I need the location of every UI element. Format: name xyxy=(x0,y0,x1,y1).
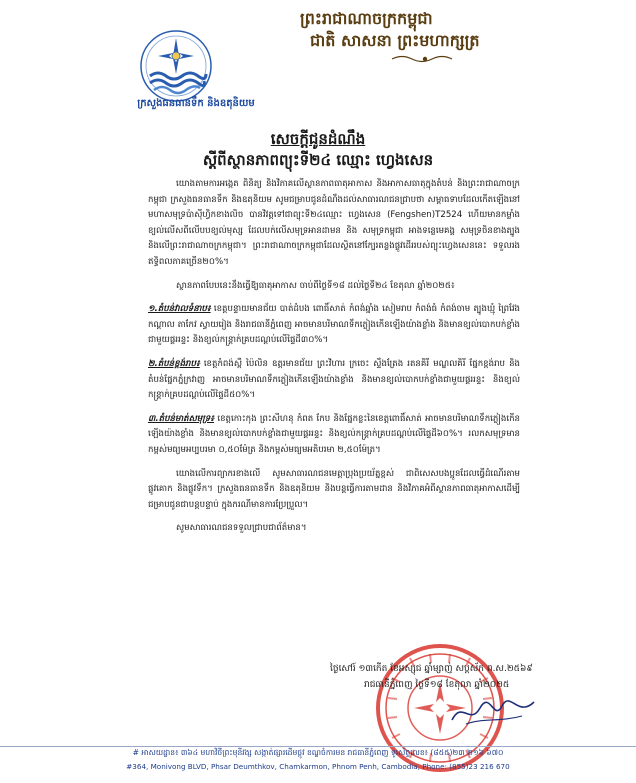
zone-coastal-text: ខេត្តកោះកុង ព្រះសីហនុ កំពត កែប និងផ្នែកខ្លះនៃខេត្តពោធិ៍សាត់ អាចមានបរិមាណទឹកភ្លៀងកើនឡើងយ៉ាងខ្លាំង និងមានខ្យល់បោកបក់ខ្លាំងជាមួយផ្គររន្ទះ និងខ្យល់កន្ត្រាក់គ្របដណ្ដប់លើផ្ទៃដី៦០%។ រលកសមុទ្រមានកម្ពស់មធ្យមអប្បបរមា ០,៥០ម៉ែត្រ និងកម្ពស់មធ្យមអតិបរមា ២,៥០ម៉ែត្រ។ xyxy=(148,413,520,455)
zone-lowland-paragraph xyxy=(148,302,520,349)
zone-plateau-label: ២.តំបន់ខ្ពង់រាប៖ xyxy=(148,358,200,369)
royal-motto xyxy=(300,8,530,52)
footer-address-english: #364, Monivong BLVD, Phsar Deumthkov, Chamkarmon, Phnom Penh, Cambodia, Phone: (855)23 216 670 xyxy=(126,762,510,771)
zone-plateau-text: ខេត្តកំពង់ស្ពឺ ប៉ៃលិន ឧត្តរមានជ័យ ព្រះវិហារ ក្រចេះ ស្ទឹងត្រែង រតនគិរី មណ្ឌលគិរី ផ្នែកខ្ពង់រាប និងតំបន់ផ្នែកភ្នំក្រវាញ អាចមានបរិមាណទឹកភ្លៀងកើនឡើងយ៉ាងខ្លាំង និងមានខ្យល់បោកបក់ខ្លាំងជាមួយផ្គររន្ទះ និងខ្យល់កន្ត្រាក់គ្របដណ្ដប់លើផ្ទៃដី៥០%។ xyxy=(148,358,520,401)
signature-icon xyxy=(448,692,538,732)
warning-paragraph: យោងលើការព្យាករខាងលើ សូមសាធារណជនមេត្តាប្រុងប្រយ័ត្នខ្ពស់ ជាពិសេសបងប្អូនដែលធ្វើដំណើរតាមផ្លូវគោក និងផ្លូវទឹក។ ក្រសួងធនធានទឹក និងឧតុនិយម និងបន្តធ្វើការតាមដាន និងវិភាគអំពីស្ថានភាពធាតុអាកាសដើម្បីជម្រាបជូនជាបន្តបន្ទាប់ ក្នុងករណីមានការប្រែប្រួល។ xyxy=(148,468,520,510)
footer-divider xyxy=(0,746,636,747)
lunar-date: ថ្ងៃសៅរ៍ ១៣កើត ខែអស្សុជ ឆ្នាំម្សាញ់ សប្តស័ក ព.ស.២៥៦៩ xyxy=(330,664,533,674)
zone-plateau-paragraph xyxy=(148,357,520,404)
ministry-name: ក្រសួងធនធានទឹក និងឧតុនិយម xyxy=(137,98,255,109)
place-date: រាជធានីភ្នំពេញ ថ្ងៃទី១៨ ខែតុលា ឆ្នាំ២០២៥ xyxy=(364,680,510,690)
zone-coastal-label: ៣.តំបន់មាត់សមុទ្រ៖ xyxy=(148,413,215,424)
intro-paragraph: យោងតាមការអង្កេត ពិនិត្យ និងវិភាគលើស្ថានភាពធាតុអាកាស និងអាកាសធាតុក្នុងតំបន់ និងព្រះរាជាណាចក្រកម្ពុជា ក្រសួងធនធានទឹក និងឧតុនិយម សូមជម្រាបជូនដំណឹងដល់សាធារណជនជ្រាបថា សម្ពាធទាបដែលកើតឡើងនៅមហាសមុទ្រប៉ាស៊ីហ្វិកខាងលិច បានវិវត្តទៅជាព្យុះទី២៤ឈ្មោះ ហ្វេងសេន (Fengshen)T2524 ហើយមានកម្លាំងខ្យល់លើសពីលើបបខ្យល់មុស្ស ដែលបក់លើសមុទ្រអានដាមន និង សមុទ្រកម្ពុជា អាងទន្លេមេគង្គ សមុទ្រចិនខាងត្បូង និងលើព្រះរាជាណាចក្រកម្ពុជា។ ព្រះរាជាណាចក្រកម្ពុជាដែលស្ថិតនៅក្បែរតន្លងផ្លូវដើររបស់ព្យុះហ្វេងសេននេះ ទទួលរងឥទ្ធិពលភាគច្រើន២០%។ xyxy=(148,179,520,267)
document-subtitle: ស្ដីពីស្ថានភាពព្យុះទី២៤ ឈ្មោះ ហ្វេងសេន xyxy=(202,151,434,169)
royal-line-nation: ជាតិ សាសនា ព្រះមហាក្សត្រ xyxy=(310,31,480,50)
zone-lowland-label: ១.តំបន់វាលទំនាប៖ xyxy=(148,304,211,315)
ministry-logo-icon xyxy=(138,28,214,104)
document-title: សេចក្ដីជូនដំណឹង xyxy=(270,130,366,148)
zone-coastal-paragraph xyxy=(148,412,520,459)
forecast-period-paragraph: ស្ថានភាពបែបនេះនឹងធ្វើឱ្យធាតុអាកាស ចាប់ពីថ្ងៃទី១៨ ដល់ថ្ងៃទី២៤ ខែតុលា ឆ្នាំ២០២៥៖ xyxy=(176,280,455,291)
zone-lowland-text: ខេត្តបន្ទាយមានជ័យ បាត់ដំបង ពោធិ៍សាត់ កំពង់ឆ្នាំង សៀមរាប កំពង់ធំ កំពង់ចាម ត្បូងឃ្មុំ ព្រៃវែង កណ្ដាល តាកែវ ស្វាយរៀង និងរាជធានីភ្នំពេញ អាចមានបរិមាណទឹកភ្លៀងកើនឡើងយ៉ាងខ្លាំង និងមានខ្យល់បោកបក់ខ្លាំងជាមួយផ្គររន្ទះ និងខ្យល់កន្ត្រាក់គ្របដណ្ដប់លើផ្ទៃដី៣០%។ xyxy=(148,304,520,346)
royal-line-kingdom: ព្រះរាជាណាចក្រកម្ពុជា xyxy=(300,9,433,28)
ornament-divider-icon xyxy=(390,54,460,64)
footer-address-khmer: # អាសយដ្ឋាន៖ ៣៦៤ មហាវិថីព្រះមុនីវង្ស សង្កាត់ផ្សារដើមថ្កូវ ខណ្ឌចំការមន រាជធានីភ្នំពេញ ទូរស័ព្ទលេខ៖ (៨៥៥)២៣ ២១៦ ៦៧០ xyxy=(132,748,504,757)
document-body xyxy=(148,177,520,545)
closing-paragraph: សូមសាធារណជនទទួលជ្រាបជាព័ត៌មាន។ xyxy=(176,523,307,534)
